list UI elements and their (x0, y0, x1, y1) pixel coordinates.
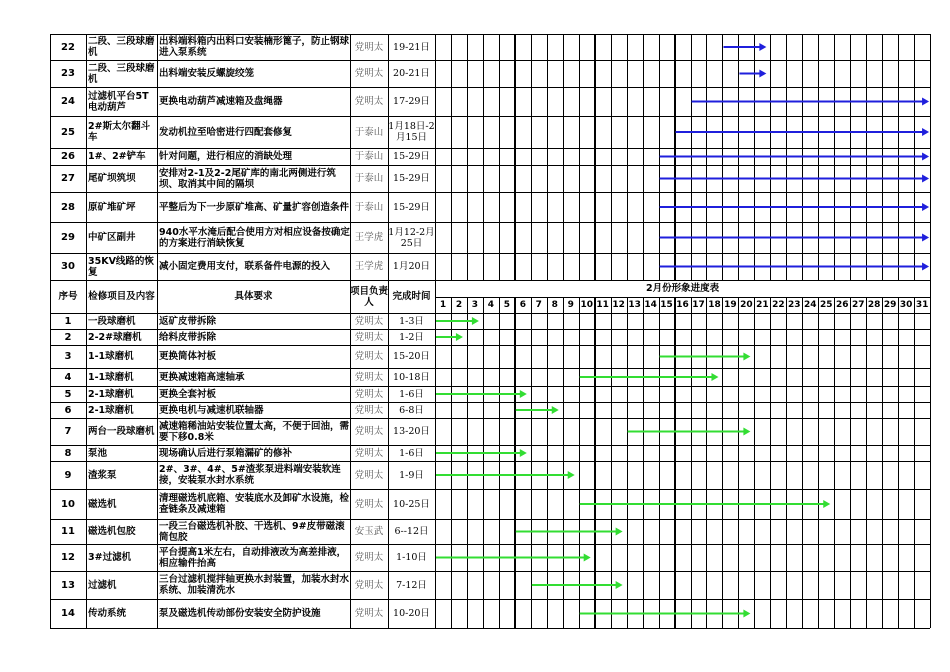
day-label: 14 (644, 299, 657, 310)
item-name: 泵池 (88, 447, 108, 459)
day-label: 8 (551, 299, 558, 310)
progress-bar (692, 98, 930, 106)
header-requirement: 具体要求 (234, 291, 273, 302)
day-label: 4 (487, 299, 495, 310)
progress-bar (436, 449, 527, 457)
progress-bar (436, 317, 479, 325)
progress-bar (436, 554, 591, 562)
completion-time: 10-18日 (393, 371, 430, 383)
requirement: 更换电动葫芦减速箱及盘绳器 (159, 96, 283, 107)
responsible-person: 于泰山 (354, 126, 384, 138)
completion-time: 1-6日 (399, 447, 424, 459)
progress-bar (660, 203, 929, 211)
day-label: 31 (915, 299, 929, 310)
row-number: 29 (61, 232, 75, 243)
requirement: 减小固定费用支付，联系备件电源的投入 (159, 261, 331, 272)
completion-time: 10-20日 (393, 608, 430, 619)
responsible-person: 党明太 (354, 68, 384, 79)
requirement: 出料端料箱内出料口安装楠形篦子，防止钢球进入泵系统 (159, 36, 350, 58)
progress-bar (516, 406, 559, 414)
item-name: 中矿区副井 (88, 232, 136, 243)
day-label: 1 (439, 299, 447, 310)
completion-time: 17-29日 (393, 96, 430, 107)
day-label: 27 (851, 299, 865, 310)
header-item: 检修项目及内容 (88, 291, 155, 302)
day-label: 6 (519, 299, 526, 310)
requirement: 现场确认后进行泵箱漏矿的修补 (159, 447, 293, 459)
day-label: 17 (692, 299, 705, 310)
requirement: 安排对2-1及2-2尾矿库的南北两侧进行筑坝、取消其中间的隔坝 (159, 167, 336, 190)
responsible-person: 王学虎 (354, 232, 384, 243)
day-label: 24 (804, 299, 817, 310)
item-name: 2-1球磨机 (88, 404, 134, 416)
requirement: 针对问题，进行相应的消缺处理 (159, 151, 293, 162)
requirement: 更换全套衬板 (159, 388, 217, 400)
requirement: 更换减速箱高速轴承 (159, 371, 245, 383)
responsible-person: 党明太 (354, 447, 384, 459)
completion-time: 1-10日 (396, 552, 427, 563)
row-number: 4 (64, 371, 72, 383)
completion-time: 13-20日 (393, 426, 430, 437)
completion-time: 1月12-2月25日 (388, 226, 435, 249)
day-label: 26 (835, 299, 849, 310)
header-time: 完成时间 (392, 291, 431, 302)
day-label: 9 (567, 299, 574, 310)
schedule-title: 2月份形象进度表 (645, 283, 720, 294)
progress-bar (436, 333, 463, 341)
requirement: 给料皮带拆除 (159, 331, 217, 343)
responsible-person: 党明太 (354, 552, 384, 563)
progress-bar (660, 234, 929, 242)
day-label: 15 (660, 299, 673, 310)
day-label: 29 (883, 299, 897, 310)
progress-bar (436, 471, 575, 479)
responsible-person: 党明太 (354, 404, 384, 416)
item-name: 3#过滤机 (88, 552, 132, 563)
completion-time: 1月20日 (392, 261, 431, 272)
day-label: 3 (471, 299, 479, 310)
item-name: 2-2#球磨机 (88, 331, 142, 343)
item-name: 两台一段球磨机 (88, 426, 155, 437)
responsible-person: 于泰山 (354, 173, 384, 184)
day-label: 19 (724, 299, 737, 310)
progress-bar (628, 428, 751, 436)
row-number: 13 (61, 579, 75, 591)
requirement: 平整后为下一步原矿堆高、矿量扩容创造条件 (159, 201, 350, 213)
row-number: 1 (64, 315, 72, 327)
responsible-person: 党明太 (354, 96, 384, 107)
row-number: 8 (64, 447, 72, 459)
header-no: 序号 (58, 291, 78, 302)
row-number: 23 (61, 68, 75, 79)
progress-bar (660, 263, 929, 271)
day-label: 22 (772, 299, 785, 310)
requirement: 更换筒体衬板 (159, 351, 217, 362)
requirement: 三台过滤机搅拌轴更换水封装置，加装水封水系统、加装清洗水 (159, 574, 350, 596)
progress-bar (580, 500, 831, 508)
day-label: 12 (612, 299, 625, 310)
responsible-person: 党明太 (354, 498, 384, 510)
progress-bar (660, 353, 751, 361)
requirement: 减速箱稀油站安装位置太高，不便于回油，需要下移0.8米 (159, 420, 350, 443)
row-number: 25 (61, 126, 75, 138)
progress-bar (580, 373, 719, 381)
item-name: 二段、三段球磨机 (88, 36, 155, 58)
responsible-person: 党明太 (354, 315, 384, 327)
completion-time: 1月18日-2月15日 (388, 121, 435, 143)
progress-bar (660, 153, 929, 161)
item-name: 尾矿坝筑坝 (88, 173, 136, 184)
item-name: 1#、2#铲车 (88, 151, 146, 162)
completion-time: 1-6日 (399, 388, 424, 400)
completion-time: 1-9日 (399, 469, 424, 481)
day-label: 11 (596, 299, 609, 310)
row-number: 24 (61, 96, 75, 107)
day-label: 13 (628, 299, 641, 310)
responsible-person: 安玉武 (354, 526, 384, 537)
responsible-person: 党明太 (354, 469, 384, 481)
item-name: 过滤机 (88, 579, 117, 591)
row-number: 22 (61, 41, 75, 53)
progress-bar (516, 528, 623, 536)
responsible-person: 党明太 (354, 351, 384, 362)
requirement: 2#、3#、4#、5#渣浆泵进料端安装软连接，安装泵水封水系统 (159, 464, 341, 486)
item-name: 1-1球磨机 (88, 351, 134, 362)
responsible-person: 于泰山 (354, 201, 384, 213)
requirement: 泵及磁选机传动部份安装安全防护设施 (159, 608, 321, 619)
item-name: 一段球磨机 (88, 315, 136, 327)
completion-time: 6--12日 (394, 526, 429, 537)
row-number: 27 (61, 173, 75, 184)
row-number: 10 (61, 498, 75, 510)
day-label: 20 (740, 299, 753, 310)
completion-time: 7-12日 (396, 579, 427, 591)
requirement: 返矿皮带拆除 (159, 315, 217, 327)
responsible-person: 党明太 (354, 608, 384, 619)
item-name: 2#斯太尔翻斗车 (88, 121, 151, 143)
row-number: 9 (64, 469, 72, 481)
requirement: 940水平水淹后配合使用方对相应设备按确定的方案进行消缺恢复 (159, 226, 350, 249)
completion-time: 15-20日 (393, 351, 430, 362)
day-label: 23 (788, 299, 801, 310)
responsible-person: 党明太 (354, 331, 384, 343)
responsible-person: 于泰山 (354, 151, 384, 162)
completion-time: 15-29日 (393, 201, 430, 213)
row-number: 5 (64, 388, 72, 400)
row-number: 7 (64, 426, 72, 437)
requirement: 出料端安装反螺旋绞笼 (159, 68, 255, 79)
item-name: 35KV线路的恢复 (88, 255, 154, 278)
item-name: 2-1球磨机 (88, 388, 134, 400)
day-label: 10 (580, 299, 593, 310)
completion-time: 15-29日 (393, 151, 430, 162)
progress-bar (580, 610, 751, 618)
progress-bar (739, 70, 766, 78)
completion-time: 19-21日 (393, 41, 430, 53)
responsible-person: 王学虎 (354, 261, 384, 272)
row-number: 12 (61, 552, 75, 563)
day-label: 2 (455, 299, 463, 310)
responsible-person: 党明太 (354, 388, 384, 400)
item-name: 过滤机平台5T电动葫芦 (88, 90, 149, 113)
completion-time: 1-2日 (399, 331, 424, 343)
header-person: 项目负责人 (350, 285, 388, 308)
day-label: 18 (708, 299, 721, 310)
row-number: 14 (61, 608, 75, 619)
item-name: 原矿堆矿坪 (88, 201, 136, 213)
row-number: 3 (64, 351, 72, 362)
item-name: 渣浆泵 (88, 469, 117, 481)
progress-bar (436, 390, 527, 398)
progress-bar (660, 175, 929, 183)
item-name: 1-1球磨机 (88, 371, 134, 383)
requirement: 更换电机与减速机联轴器 (159, 404, 264, 416)
day-label: 28 (867, 299, 881, 310)
requirement: 平台提高1米左右，自动排液改为高差排液，相应输件抬高 (159, 546, 347, 569)
progress-bar (676, 128, 930, 136)
progress-bar (723, 43, 766, 51)
day-label: 30 (899, 299, 913, 310)
day-label: 16 (676, 299, 689, 310)
completion-time: 6-8日 (399, 404, 424, 416)
responsible-person: 党明太 (354, 426, 384, 437)
row-number: 6 (64, 404, 72, 416)
item-name: 二段、三段球磨机 (88, 62, 155, 85)
requirement: 清理磁选机底箱、安装底水及卸矿水设施，检查链条及减速箱 (159, 493, 350, 515)
responsible-person: 党明太 (354, 371, 384, 383)
item-name: 磁选机 (88, 498, 117, 510)
day-label: 5 (503, 299, 510, 310)
row-number: 26 (61, 151, 75, 162)
item-name: 传动系统 (88, 608, 127, 619)
responsible-person: 党明太 (354, 579, 384, 591)
row-number: 28 (61, 201, 75, 213)
responsible-person: 党明太 (354, 41, 384, 53)
row-number: 2 (64, 331, 72, 343)
day-label: 25 (819, 299, 833, 310)
completion-time: 20-21日 (393, 68, 430, 79)
requirement: 一段三台磁选机补胶、干选机、9#皮带磁滚筒包胶 (159, 520, 345, 543)
item-name: 磁选机包胶 (88, 526, 136, 537)
completion-time: 10-25日 (393, 498, 430, 510)
requirement: 发动机拉至哈密进行四配套修复 (159, 126, 293, 138)
completion-time: 1-3日 (399, 315, 424, 327)
day-label: 21 (756, 299, 769, 310)
progress-bar (532, 581, 623, 589)
completion-time: 15-29日 (393, 173, 430, 184)
day-label: 7 (535, 299, 542, 310)
row-number: 11 (61, 526, 75, 537)
row-number: 30 (61, 261, 75, 272)
